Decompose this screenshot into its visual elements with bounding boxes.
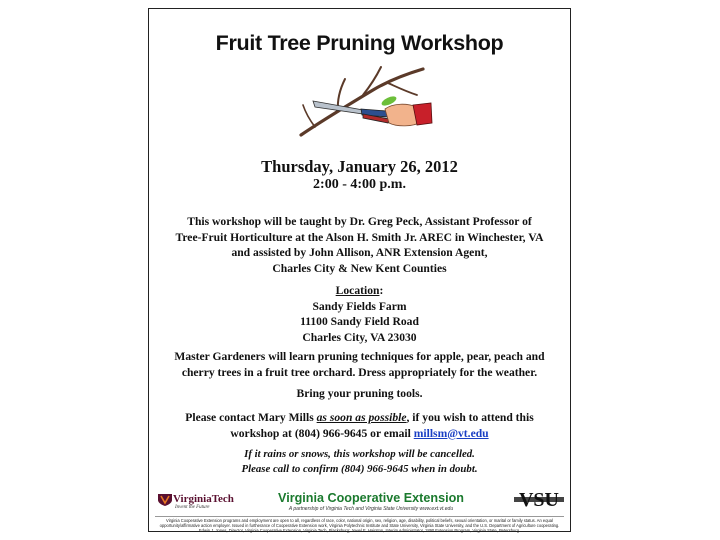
location-block bbox=[149, 283, 570, 345]
email-link[interactable]: millsm@vt.edu bbox=[413, 426, 489, 440]
vt-shield-icon bbox=[157, 493, 173, 507]
contact-info bbox=[149, 410, 570, 441]
location-city: Charles City, VA 23030 bbox=[302, 330, 417, 344]
description-line: This workshop will be taught by Dr. Greg Peck, Assistant Professor of bbox=[187, 215, 532, 228]
contact-line-1 bbox=[149, 410, 570, 426]
event-date: Thursday, January 26, 2012 bbox=[261, 157, 458, 176]
workshop-flyer bbox=[148, 8, 571, 532]
weather-notice bbox=[149, 447, 570, 476]
flyer-title: Fruit Tree Pruning Workshop bbox=[215, 31, 504, 55]
footer-logos bbox=[157, 489, 564, 515]
legal-disclaimer: Virginia Cooperative Extension programs and employment are open to all, regardless of race, color, national origin, sex, religion, age, disability, political beliefs, sexual orientation, or marital or family status. An equal opportunity/affirmative action employer. Issued in furtherance of Cooperative Extension work, Virginia Polytechnic Institute and State University, Virginia State University, and the U.S. Department of Agriculture cooperating. Edwin J. Jones, Director, Virginia Cooperative Extension, Virginia Tech, Blacksburg; Jewel E. Hairston, Interim Administrator, 1890 Extension Program, Virginia State, Petersburg. bbox=[155, 516, 564, 533]
branch-twig-3 bbox=[388, 83, 417, 95]
virginia-tech-logo bbox=[157, 493, 234, 510]
contact-prefix: Please contact Mary Mills bbox=[185, 411, 317, 424]
contact-emphasis: as soon as possible bbox=[316, 411, 407, 424]
description-line: Charles City & New Kent Counties bbox=[272, 261, 447, 275]
weather-line: If it rains or snows, this workshop will be cancelled. bbox=[244, 448, 475, 460]
location-name: Sandy Fields Farm bbox=[312, 299, 407, 313]
gardeners-info bbox=[149, 349, 570, 380]
location-label: Location bbox=[335, 284, 380, 297]
pruning-shears-illustration bbox=[293, 65, 433, 139]
vce-name: Virginia Cooperative Extension bbox=[278, 491, 464, 505]
event-datetime bbox=[149, 157, 570, 194]
contact-phone-text: workshop at (804) 966-9645 or email bbox=[230, 426, 414, 440]
gardeners-line: Master Gardeners will learn pruning techniques for apple, pear, peach and bbox=[174, 350, 545, 363]
hand bbox=[385, 103, 432, 126]
vce-subtitle: A partnership of Virginia Tech and Virginia State University www.ext.vt.edu bbox=[288, 506, 454, 512]
description-line: and assisted by John Allison, ANR Extension Agent, bbox=[231, 246, 488, 260]
vce-logo bbox=[261, 491, 481, 512]
location-street: 11100 Sandy Field Road bbox=[300, 315, 419, 329]
contact-suffix: , if you wish to attend this bbox=[406, 411, 534, 424]
weather-line: Please call to confirm (804) 966-9645 when in doubt. bbox=[241, 462, 478, 475]
vsu-logo bbox=[514, 487, 564, 513]
branch-twig-4 bbox=[303, 105, 315, 127]
location-heading: Location: bbox=[335, 284, 384, 297]
contact-line-2 bbox=[149, 426, 570, 442]
vt-tagline: Invent the Future bbox=[175, 505, 210, 510]
event-time: 2:00 - 4:00 p.m. bbox=[313, 177, 406, 192]
description-line: Tree-Fruit Horticulture at the Alson H. Smith Jr. AREC in Winchester, VA bbox=[175, 230, 544, 244]
vt-name: VirginiaTech bbox=[173, 493, 234, 505]
gardeners-line: cherry trees in a fruit tree orchard. Dress appropriately for the weather. bbox=[181, 365, 538, 379]
tools-note: Bring your pruning tools. bbox=[296, 387, 423, 400]
vsu-mark: VSU bbox=[518, 489, 559, 511]
workshop-description bbox=[149, 214, 570, 276]
